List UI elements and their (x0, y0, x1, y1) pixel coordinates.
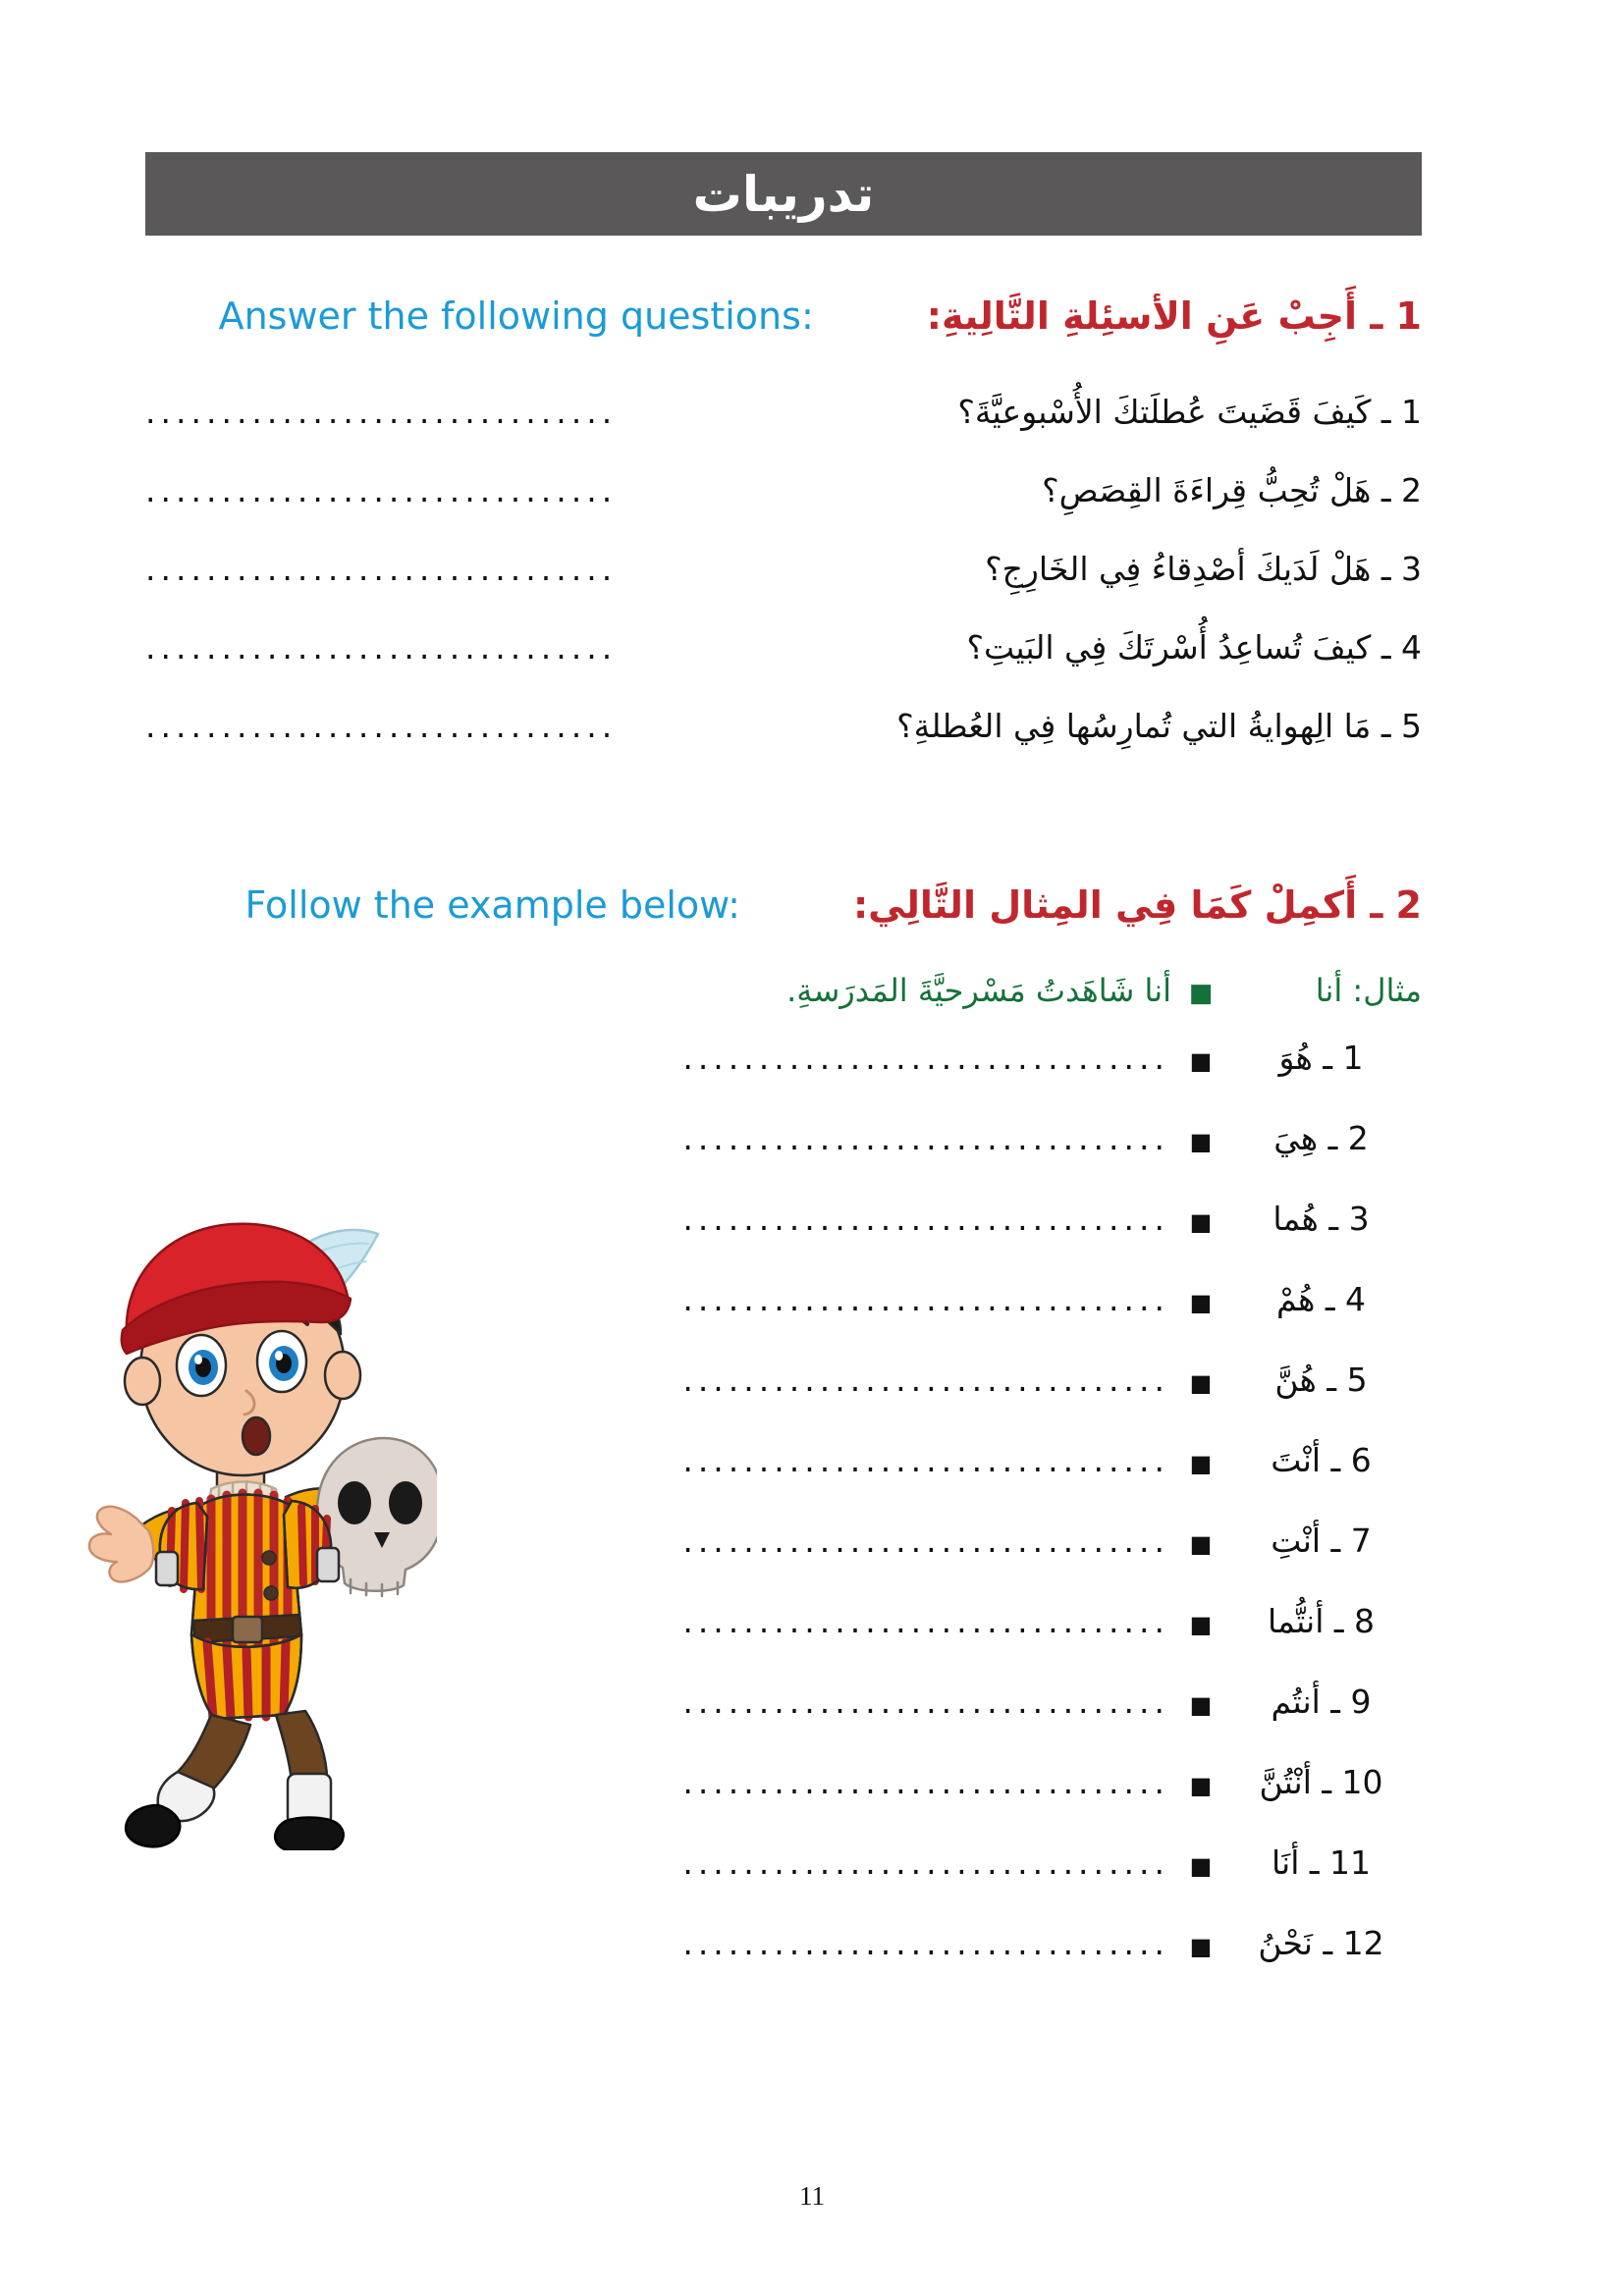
square-bullet-icon: ■ (1189, 1450, 1213, 1477)
question-row (145, 550, 1422, 628)
section-2-heading-row (145, 883, 1422, 927)
pronoun-label: 3 ـ هُما (1272, 1200, 1370, 1238)
legs-and-shoes (126, 1711, 344, 1850)
example-answer: أنا شَاهَدتُ مَسْرحيَّةَ المَدرَسةِ. (786, 972, 1171, 1009)
answer-blank-line[interactable]: ................................ (682, 1924, 1169, 1962)
example-row (145, 972, 1422, 1039)
pronoun-label: 5 ـ هُنَّ (1274, 1361, 1368, 1399)
square-bullet-icon: ■ (1189, 1933, 1213, 1960)
square-bullet-icon: ■ (1189, 1772, 1213, 1799)
exercise-row (145, 1039, 1422, 1119)
answer-blank-line[interactable]: ................................ (682, 1682, 1169, 1721)
page-title: تدريبات (692, 165, 875, 223)
section-2-arabic-heading: 2 ـ أَكمِلْ كَمَا فِي المِثال التَّالِي: (852, 883, 1422, 927)
answer-blank-line[interactable]: ................................ (682, 1280, 1169, 1318)
exercise-row (145, 1843, 1422, 1924)
question-text: 4 ـ كيفَ تُساعِدُ أُسْرتَكَ فِي البَيتِ؟ (966, 628, 1422, 667)
page-header-banner (145, 152, 1422, 236)
square-bullet-icon: ■ (1189, 1369, 1213, 1397)
question-row (145, 707, 1422, 785)
section-1-heading-row (145, 294, 1422, 338)
pronoun-label: 9 ـ أنتُم (1271, 1682, 1372, 1721)
answer-blank-line[interactable]: ............................... (145, 550, 618, 588)
answer-blank-line[interactable]: ................................ (682, 1763, 1169, 1801)
pronoun-label: 11 ـ أنَا (1271, 1843, 1372, 1882)
pronoun-label: 4 ـ هُمْ (1275, 1280, 1366, 1318)
exercise-row (145, 1924, 1422, 2004)
square-bullet-icon: ■ (1189, 1047, 1213, 1075)
question-list (145, 393, 1422, 785)
square-bullet-icon: ■ (1189, 1611, 1213, 1638)
pronoun-label: 1 ـ هُوَ (1278, 1039, 1364, 1077)
square-bullet-icon: ■ (1189, 1289, 1213, 1316)
answer-blank-line[interactable]: ............................... (145, 471, 618, 509)
square-bullet-icon: ■ (1189, 1852, 1213, 1880)
answer-blank-line[interactable]: ............................... (145, 707, 618, 745)
answer-blank-line[interactable]: ............................... (145, 393, 618, 431)
section-1-english-heading: Answer the following questions: (218, 294, 814, 338)
square-bullet-icon: ■ (1189, 1530, 1213, 1558)
square-bullet-icon: ■ (1189, 1691, 1213, 1719)
square-bullet-icon: ■ (1188, 979, 1214, 1008)
question-row (145, 393, 1422, 471)
answer-blank-line[interactable]: ................................ (682, 1602, 1169, 1640)
question-text: 1 ـ كَيفَ قَضَيتَ عُطلَتكَ الأُسْبوعيَّةَ؟ (957, 393, 1422, 431)
answer-blank-line[interactable]: ............................... (145, 628, 618, 667)
answer-blank-line[interactable]: ................................ (682, 1441, 1169, 1479)
answer-blank-line[interactable]: ................................ (682, 1200, 1169, 1238)
answer-blank-line[interactable]: ................................ (682, 1119, 1169, 1157)
pronoun-label: 8 ـ أنتُّما (1267, 1602, 1376, 1640)
pronoun-label: 7 ـ أنْتِ (1271, 1522, 1372, 1560)
question-text: 3 ـ هَلْ لَدَيكَ أصْدِقاءُ فِي الخَارِجِ؟ (985, 550, 1422, 588)
pronoun-label: 6 ـ أنْتَ (1271, 1441, 1372, 1479)
illustration-hamlet-boy-with-skull (54, 1173, 437, 1850)
answer-blank-line[interactable]: ................................ (682, 1843, 1169, 1882)
square-bullet-icon: ■ (1189, 1208, 1213, 1236)
question-text: 5 ـ مَا الِهوايةُ التي تُمارِسُها فِي العُطلةِ؟ (896, 707, 1422, 745)
answer-blank-line[interactable]: ................................ (682, 1361, 1169, 1399)
question-row (145, 471, 1422, 550)
answer-blank-line[interactable]: ................................ (682, 1039, 1169, 1077)
answer-blank-line[interactable]: ................................ (682, 1522, 1169, 1560)
section-2-english-heading: Follow the example below: (244, 883, 740, 927)
square-bullet-icon: ■ (1189, 1128, 1213, 1155)
question-row (145, 628, 1422, 707)
example-label: مثال: أنا (1315, 972, 1422, 1009)
waving-hand (89, 1507, 153, 1582)
page-number: 11 (799, 2181, 825, 2211)
pronoun-label: 10 ـ أنْتُنَّ (1259, 1763, 1383, 1801)
pronoun-label: 2 ـ هِيَ (1273, 1119, 1369, 1157)
question-text: 2 ـ هَلْ تُحِبُّ قِراءَةَ القِصَصِ؟ (1042, 471, 1422, 509)
pronoun-label: 12 ـ نَحْنُ (1258, 1924, 1384, 1962)
section-1-arabic-heading: 1 ـ أَجِبْ عَنِ الأسئِلةِ التَّالِيةِ: (926, 294, 1422, 338)
